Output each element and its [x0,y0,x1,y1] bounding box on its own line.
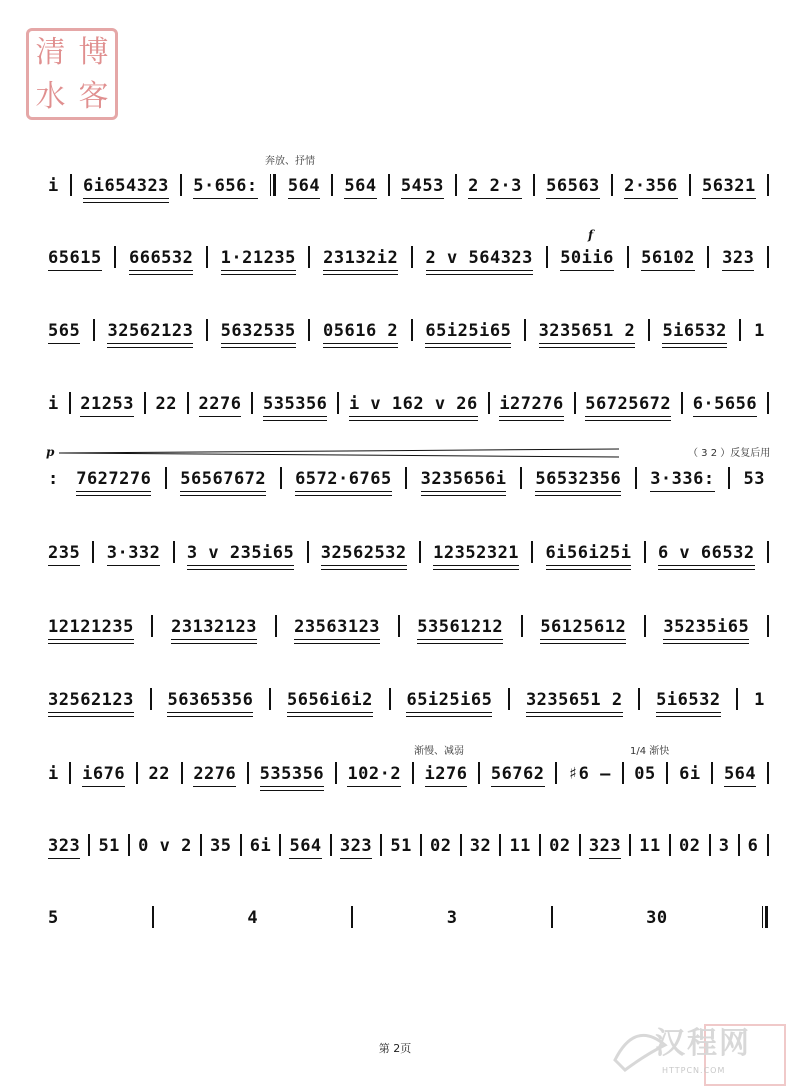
measure: 323 [584,836,626,856]
barline [247,762,249,784]
dynamic-piano: p [46,445,55,459]
barline [398,615,400,637]
barline [180,174,182,196]
barline [533,174,535,196]
measure: 32562123 [102,321,198,341]
measure: 535356 [258,394,332,414]
measure: 6 [747,836,759,856]
measure: 323 [335,836,377,856]
barline [739,319,741,341]
barline [644,541,646,563]
measure: 2 2·3 [463,176,527,196]
barline [669,834,671,856]
measure: 02 [549,836,571,856]
score-line [43,305,770,341]
barline [728,467,730,489]
barline [240,834,242,856]
seal-char: 客 [78,79,109,114]
measure: 102·2 [342,764,406,784]
barline [521,615,523,637]
barline [136,762,138,784]
seal-char: 博 [78,35,109,70]
measure: 56102 [636,248,700,268]
watermark-url: HTTPCN.COM [662,1066,726,1075]
measure: 65i25i65 [401,690,497,710]
barline [531,541,533,563]
barline [330,834,332,856]
measure: 3235651 2 [521,690,628,710]
measure: 6·5656 [688,394,762,414]
barline [767,615,769,637]
measure: 3·336: [645,469,719,489]
score-line [43,674,770,710]
measure: 51 [98,836,120,856]
measure: 56365356 [162,690,258,710]
barline [635,467,637,489]
measure: 235 [43,543,85,563]
barline [622,762,624,784]
barline [206,246,208,268]
barline [738,834,740,856]
barline [70,174,72,196]
barline [508,688,510,710]
measure: 6i56i25i [541,543,637,563]
measure: 3235656i [416,469,512,489]
barline [574,392,576,414]
barline [411,319,413,341]
score-line [43,378,770,414]
barline [93,319,95,341]
page-number: 第 2页 [378,1042,412,1055]
measure: 3 v 235i65 [182,543,299,563]
score-line [43,748,770,784]
measure: 21253 [75,394,139,414]
measure: 1·21235 [216,248,301,268]
annotation-release: 奔放、抒情 [265,156,315,167]
barline [308,319,310,341]
barline [539,834,541,856]
measure: 23132i2 [318,248,403,268]
measure: 05616 2 [318,321,403,341]
measure: 23563123 [289,617,385,637]
measure: 11 [639,836,661,856]
barline [638,688,640,710]
measure: 3235651 2 [534,321,641,341]
measure: 53561212 [412,617,508,637]
measure: 1 [754,690,765,710]
barline [269,688,271,710]
measure: 23132123 [166,617,262,637]
measure: 5632535 [216,321,301,341]
measure: ♯6 – [567,764,611,784]
measure: 2·356 [619,176,683,196]
score-line [43,160,770,196]
measure: 02 [430,836,452,856]
barline [767,834,769,856]
measure: 32562123 [43,690,139,710]
annotation-faster: 1/4 渐快 [630,746,670,757]
barline [419,541,421,563]
double-barline [762,906,768,928]
barline [88,834,90,856]
measure: 323 [43,836,85,856]
barline [648,319,650,341]
barline [520,467,522,489]
barline [579,834,581,856]
barline [709,834,711,856]
measure: 564 [719,764,761,784]
barline [681,392,683,414]
measure: i [48,764,59,784]
measure: 323 [717,248,759,268]
barline [331,174,333,196]
measure: 65615 [43,248,107,268]
measure: 1 [754,321,765,341]
dynamic-forte: f [588,228,594,242]
barline [206,319,208,341]
measure: 65i25i65 [420,321,516,341]
barline [478,762,480,784]
measure: 30 [646,908,668,928]
measure: 535356 [255,764,329,784]
barline [546,246,548,268]
barline [707,246,709,268]
barline [150,688,152,710]
barline [629,834,631,856]
measure: 5i6532 [651,690,725,710]
measure: 564 [283,176,325,196]
score-line [43,527,770,563]
measure: 3·332 [102,543,166,563]
measure: 5 [48,908,59,928]
measure: i v 162 v 26 [344,394,483,414]
barline [181,762,183,784]
measure: i [48,394,59,414]
measure: 6572·6765 [290,469,397,489]
barline [200,834,202,856]
barline [380,834,382,856]
measure: 56125612 [535,617,631,637]
measure: 6i [249,836,272,856]
barline [711,762,713,784]
measure: 35 [210,836,232,856]
score-line [43,601,770,637]
barline [69,392,71,414]
measure: 12121235 [43,617,139,637]
measure: i676 [77,764,130,784]
measure: 6i [679,764,701,784]
double-barline [270,174,276,196]
barline [92,541,94,563]
barline [307,541,309,563]
barline [627,246,629,268]
measure: : [48,469,59,489]
barline [767,246,769,268]
barline [337,392,339,414]
measure: 5656i6i2 [282,690,378,710]
measure: i [48,176,59,196]
measure: 50ii6 [555,248,619,268]
measure: 56563 [541,176,605,196]
measure: 35235i65 [658,617,754,637]
barline [173,541,175,563]
seal-char: 清 [35,35,66,70]
barline [128,834,130,856]
score-line [43,892,770,928]
barline [524,319,526,341]
measure: 56762 [486,764,550,784]
barline [666,762,668,784]
barline [460,834,462,856]
barline [335,762,337,784]
measure: 32562532 [316,543,412,563]
barline [767,541,769,563]
measure: 6i654323 [78,176,174,196]
measure: 6 v 66532 [653,543,760,563]
barline [644,615,646,637]
annotation-repeat: （ 3 2 ）反复后用 [688,448,771,459]
barline [767,762,769,784]
measure: 0 v 2 [138,836,192,856]
measure: 22 [155,394,177,414]
barline [187,392,189,414]
measure: 22 [148,764,170,784]
watermark-text: 汉程网 [655,1026,751,1061]
measure: 51 [390,836,412,856]
barline [411,246,413,268]
barline [405,467,407,489]
barline [69,762,71,784]
measure: 4 [247,908,259,928]
barline [279,834,281,856]
measure: 56725672 [580,394,676,414]
seal-char: 水 [35,79,66,114]
measure: 564 [284,836,326,856]
barline [499,834,501,856]
barline [280,467,282,489]
measure: 2276 [194,394,247,414]
barline [551,906,553,928]
measure: 56532356 [530,469,626,489]
barline [251,392,253,414]
measure: 32 [469,836,492,856]
measure: 56567672 [175,469,271,489]
score-line [43,453,770,489]
measure: 565 [43,321,85,341]
measure: 564 [339,176,381,196]
barline [308,246,310,268]
barline [689,174,691,196]
barline [412,762,414,784]
annotation-slow-weak: 渐慢、减弱 [414,746,464,757]
barline [736,688,738,710]
measure: i276 [420,764,473,784]
score-line [43,232,770,268]
measure: 3 [446,908,458,928]
measure: 2276 [188,764,241,784]
measure: 2 v 564323 [421,248,538,268]
barline [144,392,146,414]
barline [488,392,490,414]
measure: 56321 [697,176,761,196]
barline [151,615,153,637]
measure: 5·656: [188,176,262,196]
barline [152,906,154,928]
barline [455,174,457,196]
score-line [43,820,770,856]
barline [611,174,613,196]
measure: 11 [509,836,531,856]
barline [165,467,167,489]
barline [389,688,391,710]
measure: 666532 [124,248,198,268]
measure: 5453 [396,176,449,196]
barline [275,615,277,637]
measure: 05 [634,764,656,784]
measure: 12352321 [428,543,524,563]
barline [351,906,353,928]
barline [767,392,769,414]
measure: 02 [678,836,701,856]
measure: 5i6532 [657,321,731,341]
measure: 3 [718,836,730,856]
seal-stamp [26,28,118,120]
barline [767,174,769,196]
measure: i27276 [494,394,568,414]
barline [388,174,390,196]
barline [555,762,557,784]
measure: 7627276 [71,469,156,489]
barline [420,834,422,856]
barline [114,246,116,268]
measure: 53 [743,469,765,489]
